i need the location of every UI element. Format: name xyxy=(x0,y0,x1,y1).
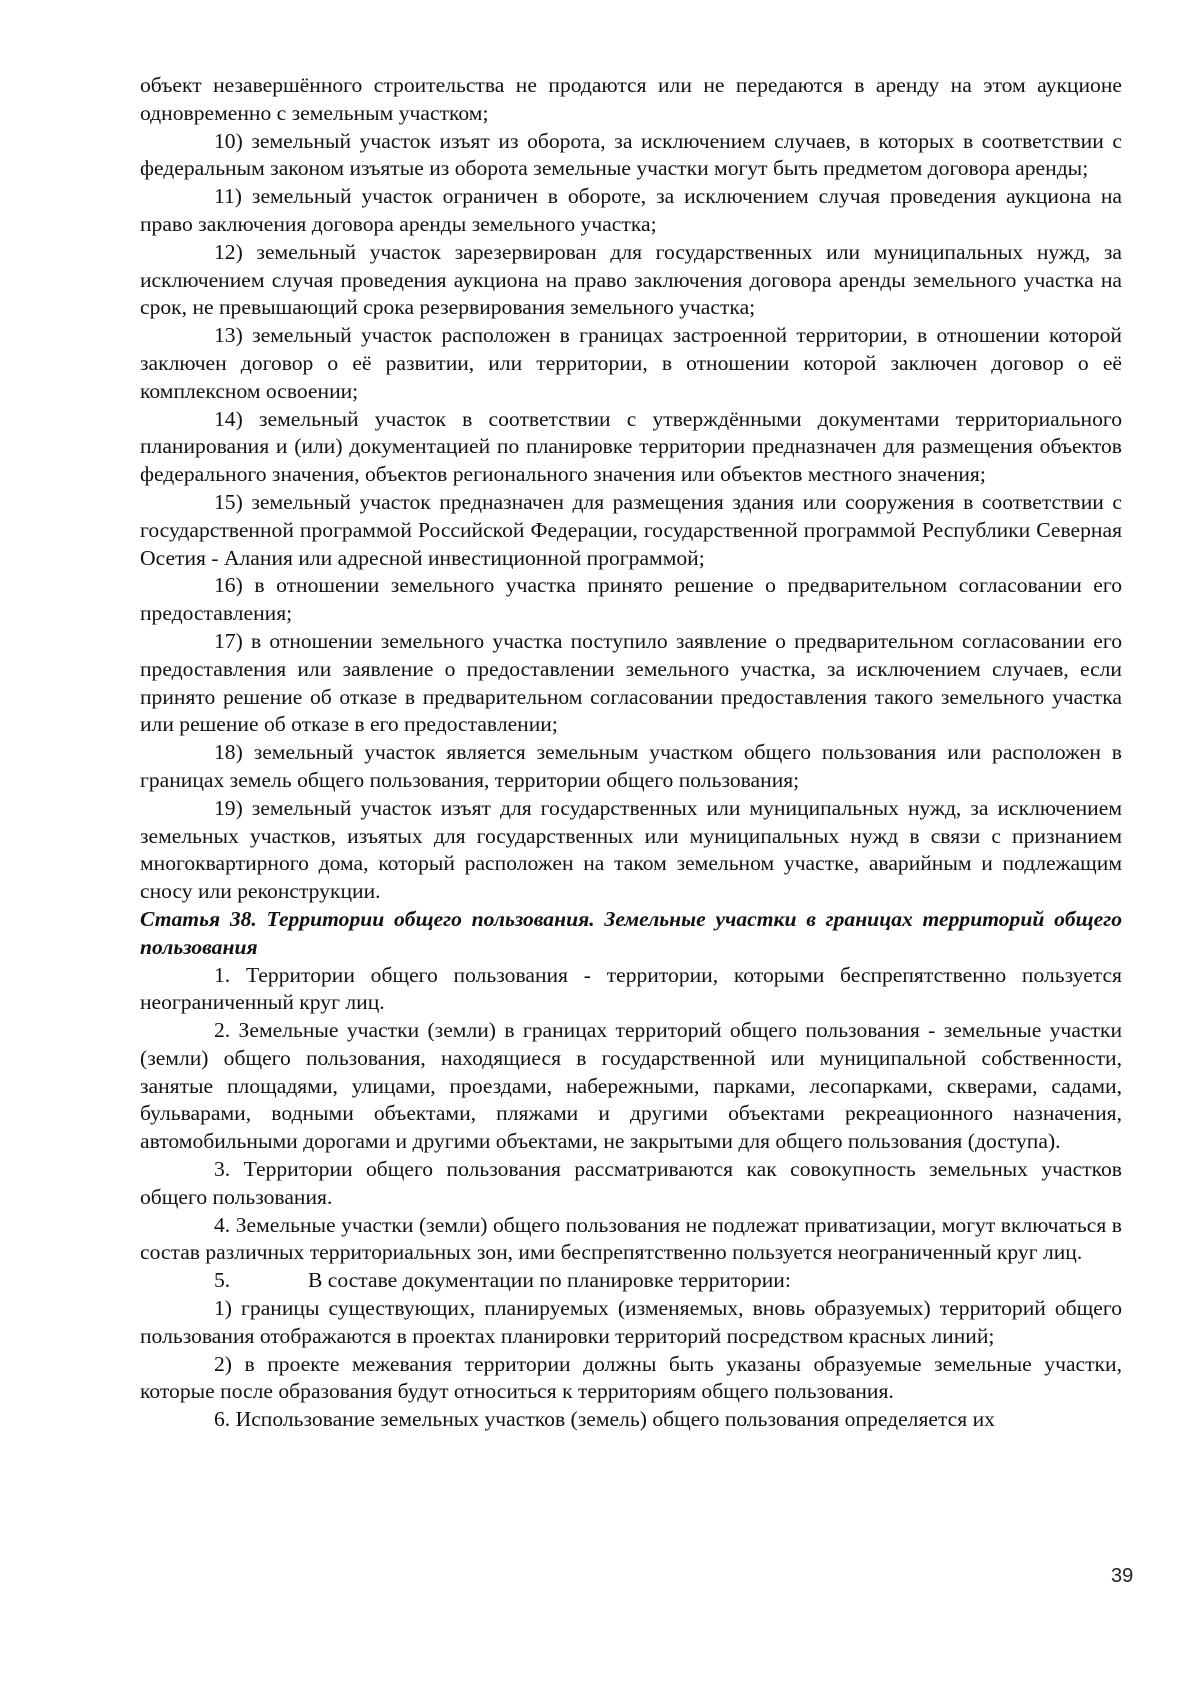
paragraph-point-3: 3. Территории общего пользования рассматриваются как совокупность земельных участков общего пользования. xyxy=(140,1157,1122,1209)
paragraph-item-11: 11) земельный участок ограничен в обороте, за исключением случая проведения аукциона на право заключения договора аренды земельного участка; xyxy=(140,184,1122,236)
paragraph-point-1: 1. Территории общего пользования - территории, которыми беспрепятственно пользуется неограниченный круг лиц. xyxy=(140,962,1122,1015)
paragraph-item-19: 19) земельный участок изъят для государственных или муниципальных нужд, за исключением земельных участков, изъятых для государственных или муниципальных нужд в связи с признанием многоквартирного дома, который расположен на таком земельном участке, аварийным и подлежащим сносу или реконструкции. xyxy=(140,795,1122,904)
paragraph-subitem-1: 1) границы существующих, планируемых (изменяемых, вновь образуемых) территорий общего пользования отображаются в проектах планировки территорий посредством красных линий; xyxy=(140,1296,1122,1348)
paragraph-item-10: 10) земельный участок изъят из оборота, за исключением случаев, в которых в соответствии с федеральным законом изъятые из оборота земельные участки могут быть предметом договора аренды; xyxy=(140,128,1122,181)
page-number: 39 xyxy=(1111,1565,1134,1587)
article-heading: Статья 38. Территории общего пользования. Земельные участки в границах территорий общего пользования xyxy=(140,906,1122,959)
paragraph: объект незавершённого строительства не продаются или не передаются в аренду на этом аукционе одновременно с земельным участком; xyxy=(140,73,1122,125)
paragraph-point-6: 6. Использование земельных участков (земель) общего пользования определяется их xyxy=(214,1407,995,1432)
paragraph-item-12: 12) земельный участок зарезервирован для государственных или муниципальных нужд, за исключением случая проведения аукциона на право заключения договора аренды земельного участка на срок, не превышающий срока резервирования земельного участка; xyxy=(140,239,1122,320)
paragraph-item-18: 18) земельный участок является земельным участком общего пользования или расположен в границах земель общего пользования, территории общего пользования; xyxy=(140,740,1122,792)
point-number: 5. xyxy=(214,1268,231,1293)
point-text: В составе документации по планировке территории: xyxy=(308,1268,791,1293)
paragraph-point-4: 4. Земельные участки (земли) общего пользования не подлежат приватизации, могут включаться в состав различных территориальных зон, ими беспрепятственно пользуется неограниченный круг лиц. xyxy=(140,1212,1122,1265)
paragraph-item-17: 17) в отношении земельного участка поступило заявление о предварительном согласовании его предоставления или заявление о предоставлении земельного участка, за исключением случаев, если принято решение об отказе в предварительном согласовании предоставления такого земельного участка или решение об отказе в его предоставлении; xyxy=(140,628,1122,737)
paragraph-item-14: 14) земельный участок в соответствии с утверждёнными документами территориального планирования и (или) документацией по планировке территории предназначен для размещения объектов федерального значения, объектов регионального значения или объектов местного значения; xyxy=(140,406,1122,487)
paragraph-item-15: 15) земельный участок предназначен для размещения здания или сооружения в соответствии с государственной программой Российской Федерации, государственной программой Республики Северная Осетия - Алания или адресной инвестиционной программой; xyxy=(140,489,1122,570)
paragraph-point-5 xyxy=(140,1267,1122,1295)
paragraph-point-2: 2. Земельные участки (земли) в границах территорий общего пользования - земельные участки (земли) общего пользования, находящиеся в государственной или муниципальной собственности, занятые площадями, улицами, проездами, набережными, парками, лесопарками, скверами, садами, бульварами, водными объектами, пляжами и другими объектами рекреационного назначения, автомобильными дорогами и другими объектами, не закрытыми для общего пользования (доступа). xyxy=(140,1018,1122,1154)
paragraph-item-16: 16) в отношении земельного участка принято решение о предварительном согласовании его предоставления; xyxy=(140,573,1122,626)
paragraph-subitem-2: 2) в проекте межевания территории должны быть указаны образуемые земельные участки, которые после образования будут относиться к территориям общего пользования. xyxy=(140,1351,1122,1404)
paragraph-item-13: 13) земельный участок расположен в границах застроенной территории, в отношении которой заключен договор о её развитии, или территории, в отношении которой заключен договор о её комплексном освоении; xyxy=(140,323,1122,403)
